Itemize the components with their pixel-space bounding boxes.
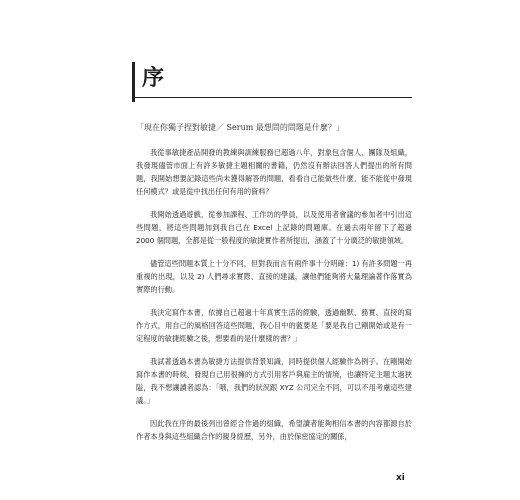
paragraph: 我試著透過本書為敏捷方法提供背景知識，同時提供個人經驗作為例子。在剛開始寫作本書的時候，發現自己用很擁的方式引用客戶與雇主的情境，也讓特定主題太過狹隘，我不想讓讀者認為：「哦，我們的狀況跟 XYZ 公司完全不同，可以不用考慮這些建議。」 <box>136 357 412 405</box>
epigraph: 「現在你獨子捏對敏捷／ Serum 最想問的問題是什麼？」 <box>136 123 344 132</box>
page-number: xi <box>396 473 405 483</box>
paragraph: 我開始透過遊戲，從參加課程、工作坊的學員，以及使用者會議的參加者中引出這些問題，將這些問題加到我自己在 Excel 上記錄的問題庫。在過去兩年留下了超過 2000 個問題，全都是從一般程度的敏捷實作者所提出，涵蓋了十分廣泛的敏捷領域。 <box>136 210 412 245</box>
paragraph: 儘管這些問題本質上十分不同，但對我而言有兩件事十分明確：1) 有許多問題一再重複的出現，以及 2) 人們尋求實際、直接的建議，讓他們能夠將大量理論著作落實為實際的行動。 <box>136 259 412 294</box>
page-title: 序 <box>142 66 166 91</box>
paragraph: 我決定寫作本書，依據自己超過十年真實生活的經驗，透過幽默、務實、直接的寫作方式，用自己的風格回答這些問題，我心目中的藍要是「要是我自己剛開始或是有一定程度的敏捷經驗之後，想要看的是什麼樣的書？」 <box>136 308 412 343</box>
heading-bar <box>132 62 135 102</box>
body-text <box>136 146 412 453</box>
paragraph: 我從事敏捷產品開發的教練與訓練服務已超過八年，對象包含個人、團隊及組織，我發現儘管市面上有許多敏捷主題相關的書籍，仍然沒有辦法回答人們提出的所有問題，我開始想要記錄這些尚未獲得解答的問題，看看自己能做些什麼，能不能從中發現任何模式？或是從中找出任何有用的資料？ <box>136 148 412 196</box>
paragraph: 因此我在序的最後列出曾經合作過的組織，希望讀者能夠相信本書的內容都源自於作者本身與這些組織合作的親身經歷，另外，由於保密協定的關係， <box>136 419 412 441</box>
heading-rule <box>132 97 412 98</box>
